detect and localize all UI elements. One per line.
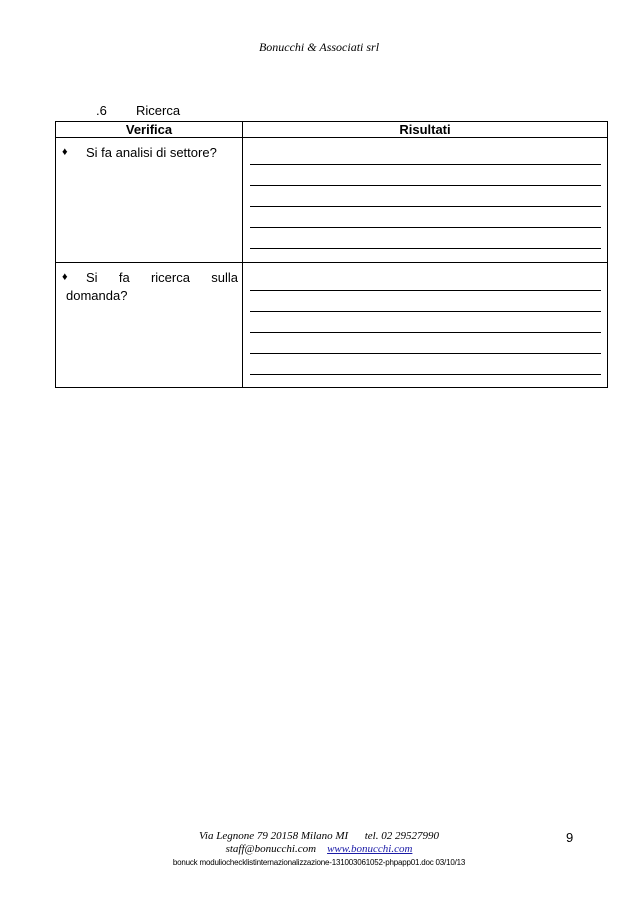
question-cell <box>56 263 243 388</box>
page-number: 9 <box>566 830 574 845</box>
answer-line[interactable] <box>250 290 601 291</box>
answer-line[interactable] <box>250 332 601 333</box>
section-number: .6 <box>96 103 107 118</box>
answer-line[interactable] <box>250 185 601 186</box>
column-header-verifica: Verifica <box>56 122 243 138</box>
footer-filename: bonuck moduliochecklistinternazionalizzazione-131003061052-phpapp01.doc 03/10/13 <box>172 858 466 867</box>
table-row <box>56 263 608 388</box>
checklist-table <box>55 121 608 388</box>
answer-cell[interactable] <box>243 263 608 388</box>
page-header: Bonucchi & Associati srl <box>258 40 380 54</box>
answer-line[interactable] <box>250 374 601 375</box>
table-row <box>56 138 608 263</box>
footer-phone: tel. 02 29527990 <box>364 830 439 842</box>
answer-line[interactable] <box>250 353 601 354</box>
footer-address: Via Legnone 79 20158 Milano MI <box>199 830 349 842</box>
answer-line[interactable] <box>250 164 601 165</box>
question-text: Si fa analisi di settore? <box>86 145 217 160</box>
diamond-bullet-icon: ♦ <box>62 271 68 283</box>
answer-line[interactable] <box>250 311 601 312</box>
column-header-risultati: Risultati <box>243 122 608 138</box>
footer-email[interactable]: staff@bonucchi.com <box>225 843 317 855</box>
diamond-bullet-icon: ♦ <box>62 146 68 158</box>
question-text: Si fa ricerca sulla domanda? <box>66 270 238 303</box>
page-footer <box>0 830 638 869</box>
answer-line[interactable] <box>250 206 601 207</box>
section-heading <box>96 103 180 118</box>
answer-cell[interactable] <box>243 138 608 263</box>
answer-line[interactable] <box>250 227 601 228</box>
footer-website-link[interactable]: www.bonucchi.com <box>327 843 413 855</box>
question-cell <box>56 138 243 263</box>
section-title: Ricerca <box>136 103 181 118</box>
answer-line[interactable] <box>250 248 601 249</box>
